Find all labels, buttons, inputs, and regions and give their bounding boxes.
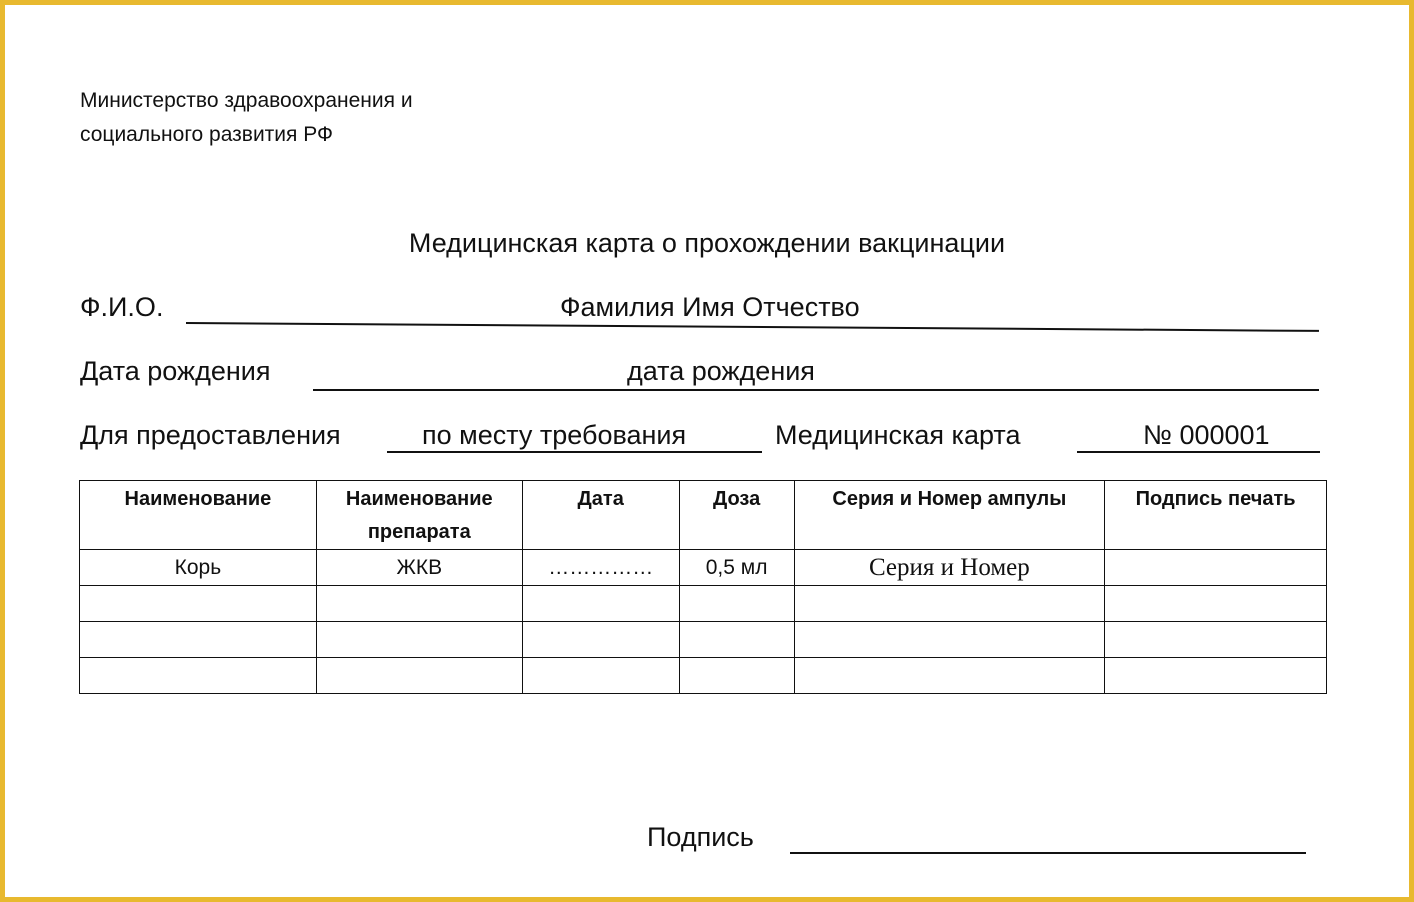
- cell-name[interactable]: Корь: [80, 550, 317, 586]
- fio-value[interactable]: Фамилия Имя Отчество: [560, 292, 860, 322]
- cell-date[interactable]: [522, 622, 679, 658]
- cell-series[interactable]: [794, 586, 1105, 622]
- signature-line[interactable]: [790, 852, 1306, 854]
- cell-dose[interactable]: [679, 622, 794, 658]
- cell-date[interactable]: [522, 586, 679, 622]
- table-row: [80, 550, 1327, 586]
- header-date: Дата: [522, 481, 679, 550]
- card-number[interactable]: № 000001: [1143, 420, 1270, 450]
- cell-name[interactable]: [80, 586, 317, 622]
- card-label: Медицинская карта: [775, 420, 1021, 450]
- purpose-label: Для предоставления: [80, 420, 341, 450]
- cell-name[interactable]: [80, 622, 317, 658]
- cell-drug[interactable]: [316, 622, 522, 658]
- cell-drug[interactable]: [316, 658, 522, 694]
- table-row: [80, 658, 1327, 694]
- birth-underline: [313, 389, 1319, 391]
- purpose-underline: [387, 451, 762, 453]
- header-name: Наименование: [80, 481, 317, 550]
- ministry-line-1: Министерство здравоохранения и: [80, 89, 413, 112]
- vaccination-table: [79, 480, 1327, 694]
- ministry-line-2: социального развития РФ: [80, 123, 333, 146]
- cell-dose[interactable]: [679, 586, 794, 622]
- card-number-underline: [1077, 451, 1320, 453]
- header-series: Серия и Номер ампулы: [794, 481, 1105, 550]
- cell-dose[interactable]: [679, 658, 794, 694]
- cell-series[interactable]: [794, 622, 1105, 658]
- birth-label: Дата рождения: [80, 356, 271, 386]
- cell-signature[interactable]: [1105, 658, 1327, 694]
- header-drug: Наименование препарата: [316, 481, 522, 550]
- cell-dose[interactable]: 0,5 мл: [679, 550, 794, 586]
- document-title: Медицинская карта о прохождении вакцинации: [408, 228, 1006, 258]
- cell-drug[interactable]: [316, 586, 522, 622]
- cell-drug[interactable]: ЖКВ: [316, 550, 522, 586]
- ministry-header: [80, 84, 413, 152]
- purpose-value[interactable]: по месту требования: [422, 420, 687, 450]
- fio-label: Ф.И.О.: [80, 292, 164, 322]
- cell-signature[interactable]: [1105, 622, 1327, 658]
- table-header-row: [80, 481, 1327, 550]
- cell-name[interactable]: [80, 658, 317, 694]
- cell-signature[interactable]: [1105, 550, 1327, 586]
- birth-value[interactable]: дата рождения: [627, 356, 815, 386]
- cell-date[interactable]: [522, 658, 679, 694]
- header-dose: Доза: [679, 481, 794, 550]
- cell-series[interactable]: [794, 658, 1105, 694]
- cell-date[interactable]: ……………: [522, 550, 679, 586]
- cell-series[interactable]: Серия и Номер: [794, 550, 1105, 586]
- signature-label: Подпись: [647, 822, 754, 852]
- cell-signature[interactable]: [1105, 586, 1327, 622]
- table-row: [80, 586, 1327, 622]
- header-signature: Подпись печать: [1105, 481, 1327, 550]
- table-row: [80, 622, 1327, 658]
